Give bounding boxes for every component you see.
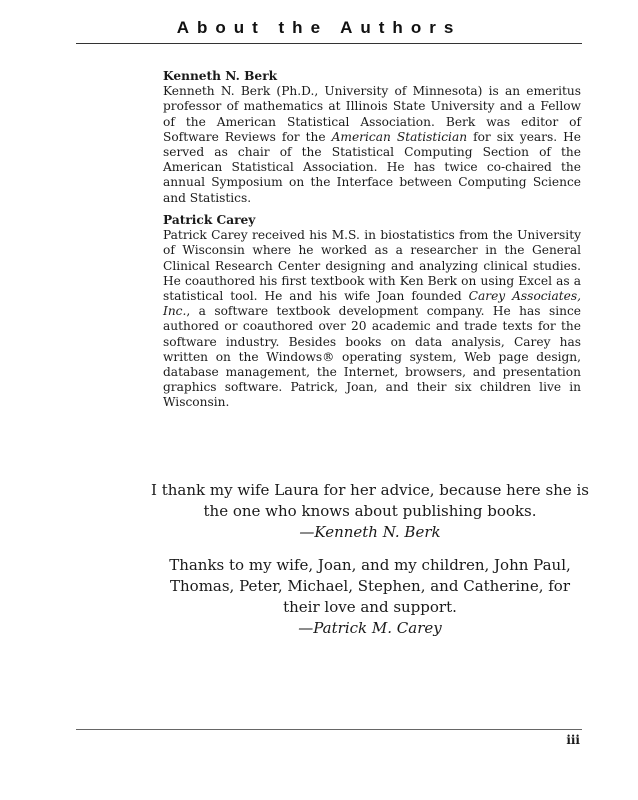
dedication-signature: —Kenneth N. Berk xyxy=(299,523,441,541)
page-title: About the Authors xyxy=(176,18,462,37)
dedications xyxy=(150,480,590,651)
author-bio-text xyxy=(163,228,581,410)
bio-italic-title: American Statistician xyxy=(331,129,468,144)
author-bio-carey xyxy=(163,213,581,411)
dedication-berk xyxy=(150,480,590,543)
bio-text-part: Kenneth N. Berk (Ph.D., University of Minnesota) is an emeritus professor of mathematics at Illinois State University and a Fellow of the American Statistical Association. Berk was editor of Software Reviews for the xyxy=(163,84,581,144)
footer-divider xyxy=(76,729,582,730)
dedication-signature: —Patrick M. Carey xyxy=(298,619,442,637)
author-name: Kenneth N. Berk xyxy=(163,69,278,83)
dedication-carey xyxy=(150,555,590,639)
dedication-text: Thanks to my wife, Joan, and my children, John Paul, Thomas, Peter, Michael, Stephen, and Catherine, for their love and support. xyxy=(169,556,571,616)
author-bio-berk xyxy=(163,69,581,206)
header-divider xyxy=(76,43,582,44)
bio-text-part: Patrick Carey received his M.S. in biostatistics from the University of Wisconsin where he worked as a researcher in the General Clinical Research Center designing and analyzing clinical studies. He coauthored his first textbook with Ken Berk on using Excel as a statistical tool. He and his wife Joan founded xyxy=(163,228,581,304)
bio-text-part: , a software textbook development company. He has since authored or coauthored over 20 academic and trade texts for the software industry. Besides books on data analysis, Carey has written on the Windows® operating system, Web page design, database management, the Internet, browsers, and presentation graphics software. Patrick, Joan, and their six children live in Wisconsin. xyxy=(163,304,581,410)
page-number: iii xyxy=(566,733,580,747)
author-name: Patrick Carey xyxy=(163,213,256,227)
bio-text-part: for six years. He served as chair of the Statistical Computing Section of the American Statistical Association. He has twice co-chaired the annual Symposium on the Interface between Computing Science and Statistics. xyxy=(163,129,581,205)
bio-italic-company: Carey Associates, Inc. xyxy=(163,289,582,319)
author-bio-text xyxy=(163,84,581,206)
dedication-text: I thank my wife Laura for her advice, because here she is the one who knows about publishing books. xyxy=(151,481,589,520)
